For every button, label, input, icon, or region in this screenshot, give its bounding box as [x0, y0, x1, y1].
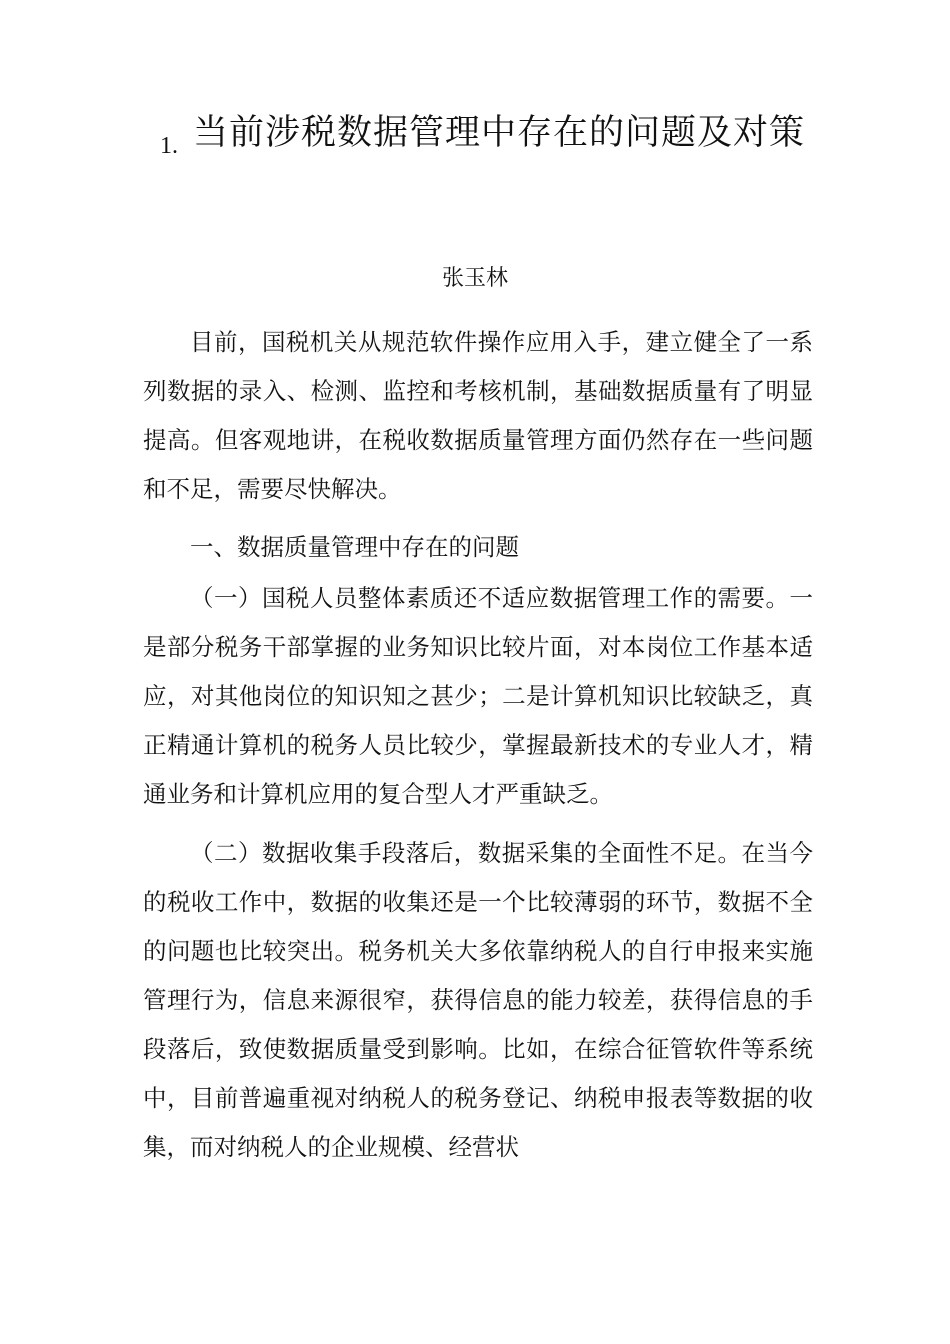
author-name: 张玉林	[441, 266, 508, 291]
intro-paragraph: 目前，国税机关从规范软件操作应用入手，建立健全了一系列数据的录入、检测、监控和考核机制，基础数据质量有了明显提高。但客观地讲，在税收数据质量管理方面仍然存在一些问题和不足，需要尽快解决。	[143, 328, 813, 503]
document-body	[143, 318, 813, 1172]
section-heading: 一、数据质量管理中存在的问题	[190, 533, 519, 561]
title-number: 1.	[160, 133, 178, 159]
body-paragraph: （二）数据收集手段落后，数据采集的全面性不足。在当今的税收工作中，数据的收集还是一个比较薄弱的环节，数据不全的问题也比较突出。税务机关大多依靠纳税人的自行申报来实施管理行为，信息来源很窄，获得信息的能力较差，获得信息的手段落后，致使数据质量受到影响。比如，在综合征管软件等系统中，目前普遍重视对纳税人的税务登记、纳税申报表等数据的收集，而对纳税人的企业规模、经营状	[143, 839, 813, 1161]
body-paragraph: （一）国税人员整体素质还不适应数据管理工作的需要。一是部分税务干部掌握的业务知识比较片面，对本岗位工作基本适应，对其他岗位的知识知之甚少；二是计算机知识比较缺乏，真正精通计算机的税务人员比较少，掌握最新技术的专业人才，精通业务和计算机应用的复合型人才严重缺乏。	[143, 584, 813, 808]
title-text: 当前涉税数据管理中存在的问题及对策	[193, 113, 806, 153]
document-title	[160, 108, 820, 164]
